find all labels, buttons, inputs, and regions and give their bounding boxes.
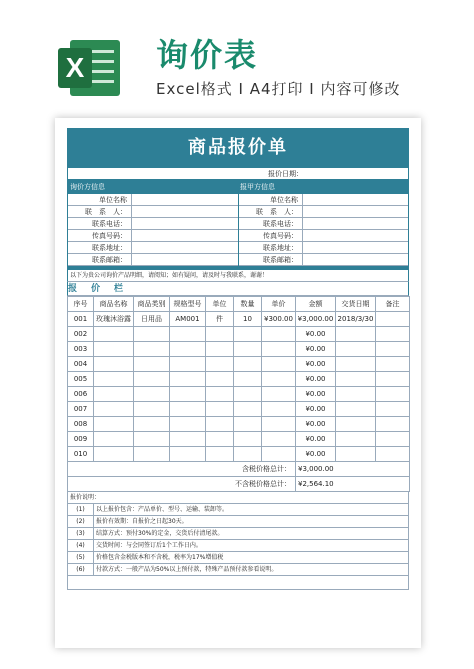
term-text: 价格包含金税版本和不含税，税率为17%增值税 — [96, 554, 224, 561]
terms-title: 报价说明： — [68, 492, 408, 504]
column-header: 交货日期 — [336, 297, 376, 312]
cell-date[interactable] — [336, 327, 376, 342]
cell-price[interactable] — [262, 327, 296, 342]
items-table — [67, 296, 410, 492]
cell-remark[interactable] — [376, 342, 410, 357]
cell-amount[interactable]: ¥0.00 — [296, 342, 336, 357]
cell-model[interactable] — [170, 387, 206, 402]
term-row — [68, 504, 408, 516]
field-value[interactable] — [303, 206, 408, 217]
cell-model[interactable] — [170, 432, 206, 447]
table-row — [68, 342, 410, 357]
term-row — [68, 564, 408, 576]
cell-price[interactable] — [262, 372, 296, 387]
cell-category[interactable] — [134, 357, 170, 372]
cell-no[interactable]: 005 — [68, 372, 94, 387]
field-value[interactable] — [132, 206, 238, 217]
column-header: 商品名称 — [94, 297, 134, 312]
cell-date[interactable] — [336, 342, 376, 357]
cell-price[interactable] — [262, 387, 296, 402]
cell-remark[interactable] — [376, 327, 410, 342]
tax-total-row — [68, 462, 410, 477]
cell-category[interactable] — [134, 327, 170, 342]
table-header-row — [68, 297, 410, 312]
field-row: 单位名称 — [239, 194, 408, 206]
column-header: 单价 — [262, 297, 296, 312]
table-row — [68, 417, 410, 432]
cell-qty[interactable] — [234, 387, 262, 402]
field-value[interactable] — [132, 242, 238, 253]
cell-name[interactable]: 玫瑰沐浴露 — [94, 312, 134, 327]
column-header: 金额 — [296, 297, 336, 312]
field-row: 联系地址： — [68, 242, 238, 254]
field-row: 联系电话： — [68, 218, 238, 230]
field-value[interactable] — [303, 242, 408, 253]
cell-price[interactable] — [262, 357, 296, 372]
quotation-sheet — [55, 118, 421, 648]
cell-unit[interactable] — [206, 327, 234, 342]
field-row: 联 系 人： — [68, 206, 238, 218]
cell-model[interactable] — [170, 372, 206, 387]
term-number: (5) — [68, 552, 94, 563]
field-value[interactable] — [303, 194, 408, 205]
field-row: 联系地址： — [239, 242, 408, 254]
term-text: 付款方式：一般产品为50%以上预付款，特殊产品预付款参看说明。 — [96, 566, 278, 573]
cell-date[interactable] — [336, 357, 376, 372]
field-row: 联系邮箱： — [68, 254, 238, 266]
terms-section — [67, 492, 409, 576]
cell-qty[interactable] — [234, 357, 262, 372]
tax-total-label: 含税价格总计： — [68, 462, 296, 477]
cell-price[interactable] — [262, 402, 296, 417]
cell-name[interactable] — [94, 357, 134, 372]
cell-no[interactable]: 002 — [68, 327, 94, 342]
cell-unit[interactable] — [206, 387, 234, 402]
cell-date[interactable] — [336, 402, 376, 417]
terms-footer — [67, 576, 409, 590]
cell-amount[interactable]: ¥0.00 — [296, 357, 336, 372]
cell-no[interactable]: 010 — [68, 447, 94, 462]
cell-unit[interactable] — [206, 357, 234, 372]
cell-price[interactable] — [262, 417, 296, 432]
cell-category[interactable]: 日用品 — [134, 312, 170, 327]
cell-name[interactable] — [94, 387, 134, 402]
banner — [0, 0, 474, 118]
cell-unit[interactable] — [206, 402, 234, 417]
party-grid — [67, 194, 409, 266]
cell-model[interactable] — [170, 357, 206, 372]
cell-qty[interactable] — [234, 327, 262, 342]
cell-qty[interactable] — [234, 342, 262, 357]
cell-unit[interactable] — [206, 417, 234, 432]
field-value[interactable] — [132, 254, 238, 265]
date-label: 报价日期： — [268, 170, 303, 178]
column-header: 规格型号 — [170, 297, 206, 312]
inquirer-fields — [68, 194, 238, 266]
notax-total-row — [68, 477, 410, 492]
column-header: 商品类别 — [134, 297, 170, 312]
cell-category[interactable] — [134, 402, 170, 417]
cell-amount[interactable]: ¥0.00 — [296, 432, 336, 447]
table-row — [68, 312, 410, 327]
excel-icon — [58, 40, 120, 96]
field-value[interactable] — [132, 218, 238, 229]
cell-price[interactable]: ¥300.00 — [262, 312, 296, 327]
table-row — [68, 372, 410, 387]
cell-category[interactable] — [134, 447, 170, 462]
cell-remark[interactable] — [376, 372, 410, 387]
cell-qty[interactable]: 10 — [234, 312, 262, 327]
cell-name[interactable] — [94, 342, 134, 357]
field-row: 单位名称 — [68, 194, 238, 206]
tax-total-value: ¥3,000.00 — [296, 462, 410, 477]
cell-date[interactable] — [336, 432, 376, 447]
cell-qty[interactable] — [234, 447, 262, 462]
cell-no[interactable]: 006 — [68, 387, 94, 402]
cell-amount[interactable]: ¥0.00 — [296, 447, 336, 462]
cell-model[interactable] — [170, 417, 206, 432]
cell-price[interactable] — [262, 342, 296, 357]
term-number: (3) — [68, 528, 94, 539]
field-row: 传真号码： — [239, 230, 408, 242]
cell-qty[interactable] — [234, 417, 262, 432]
cell-model[interactable] — [170, 327, 206, 342]
cell-model[interactable]: AM001 — [170, 312, 206, 327]
field-value[interactable] — [132, 194, 238, 205]
cell-name[interactable] — [94, 417, 134, 432]
field-value[interactable] — [132, 230, 238, 241]
cell-name[interactable] — [94, 432, 134, 447]
term-text: 结算方式：预付30%的定金，交货后付清尾款。 — [96, 530, 224, 537]
term-text: 交货时间：与会同签订后1个工作日内。 — [96, 542, 202, 549]
cell-price[interactable] — [262, 432, 296, 447]
cell-unit[interactable] — [206, 447, 234, 462]
column-header: 单位 — [206, 297, 234, 312]
cell-no[interactable]: 001 — [68, 312, 94, 327]
notax-total-label: 不含税价格总计： — [68, 477, 296, 492]
cell-no[interactable]: 008 — [68, 417, 94, 432]
cell-date[interactable] — [336, 387, 376, 402]
table-row — [68, 432, 410, 447]
term-row — [68, 516, 408, 528]
term-number: (2) — [68, 516, 94, 527]
cell-remark[interactable] — [376, 417, 410, 432]
cell-name[interactable] — [94, 327, 134, 342]
cell-qty[interactable] — [234, 402, 262, 417]
notax-total-value: ¥2,564.10 — [296, 477, 410, 492]
cell-no[interactable]: 007 — [68, 402, 94, 417]
term-row — [68, 540, 408, 552]
cell-name[interactable] — [94, 402, 134, 417]
field-row: 传真号码： — [68, 230, 238, 242]
cell-date[interactable] — [336, 372, 376, 387]
cell-unit[interactable]: 件 — [206, 312, 234, 327]
cell-price[interactable] — [262, 447, 296, 462]
term-number: (1) — [68, 504, 94, 515]
column-header: 数量 — [234, 297, 262, 312]
term-row — [68, 552, 408, 564]
cell-remark[interactable] — [376, 402, 410, 417]
sheet-title: 商品报价单 — [67, 128, 409, 168]
cell-amount[interactable]: ¥0.00 — [296, 402, 336, 417]
cell-date[interactable] — [336, 417, 376, 432]
cell-qty[interactable] — [234, 432, 262, 447]
supplier-header: 报甲方信息 — [240, 183, 275, 191]
cell-name[interactable] — [94, 447, 134, 462]
sheet-content — [67, 128, 409, 590]
cell-model[interactable] — [170, 342, 206, 357]
term-row — [68, 528, 408, 540]
supplier-fields — [238, 194, 408, 266]
cell-model[interactable] — [170, 402, 206, 417]
cell-unit[interactable] — [206, 342, 234, 357]
table-row — [68, 387, 410, 402]
table-row — [68, 402, 410, 417]
cell-category[interactable] — [134, 432, 170, 447]
cell-remark[interactable] — [376, 357, 410, 372]
field-row: 联系电话： — [239, 218, 408, 230]
cell-model[interactable] — [170, 447, 206, 462]
cell-no[interactable]: 009 — [68, 432, 94, 447]
cell-name[interactable] — [94, 372, 134, 387]
term-text: 报价有效期：自报价之日起30天。 — [96, 518, 188, 525]
section-title: 报价栏 — [67, 282, 409, 296]
intro-note: 以下为贵公司询价产品明细，请阅知；如有疑问，请及时与我联系，谢谢！ — [67, 270, 409, 282]
cell-amount[interactable]: ¥3,000.00 — [296, 312, 336, 327]
banner-subtitle: Excel格式 I A4打印 I 内容可修改 — [156, 80, 401, 98]
cell-date[interactable]: 2018/3/30 — [336, 312, 376, 327]
cell-remark[interactable] — [376, 447, 410, 462]
cell-category[interactable] — [134, 372, 170, 387]
column-header: 序号 — [68, 297, 94, 312]
cell-amount[interactable]: ¥0.00 — [296, 372, 336, 387]
cell-qty[interactable] — [234, 372, 262, 387]
table-row — [68, 327, 410, 342]
field-row: 联 系 人： — [239, 206, 408, 218]
cell-category[interactable] — [134, 417, 170, 432]
field-value[interactable] — [303, 218, 408, 229]
field-value[interactable] — [303, 254, 408, 265]
cell-remark[interactable] — [376, 387, 410, 402]
term-number: (4) — [68, 540, 94, 551]
term-number: (6) — [68, 564, 94, 575]
cell-no[interactable]: 004 — [68, 357, 94, 372]
cell-unit[interactable] — [206, 432, 234, 447]
cell-amount[interactable]: ¥0.00 — [296, 417, 336, 432]
column-header: 备注 — [376, 297, 410, 312]
cell-amount[interactable]: ¥0.00 — [296, 327, 336, 342]
cell-category[interactable] — [134, 387, 170, 402]
banner-title: 询价表 — [156, 36, 259, 74]
cell-unit[interactable] — [206, 372, 234, 387]
field-value[interactable] — [303, 230, 408, 241]
cell-category[interactable] — [134, 342, 170, 357]
cell-remark[interactable] — [376, 312, 410, 327]
field-row: 联系邮箱： — [239, 254, 408, 266]
date-row — [67, 168, 409, 180]
cell-date[interactable] — [336, 447, 376, 462]
table-row — [68, 357, 410, 372]
party-header — [67, 180, 409, 194]
inquirer-header: 询价方信息 — [70, 183, 105, 191]
term-text: 以上报价包含：产品单价、型号、运输、装卸等。 — [96, 506, 229, 513]
table-row — [68, 447, 410, 462]
cell-amount[interactable]: ¥0.00 — [296, 387, 336, 402]
excel-badge: X — [58, 48, 92, 88]
cell-remark[interactable] — [376, 432, 410, 447]
cell-no[interactable]: 003 — [68, 342, 94, 357]
